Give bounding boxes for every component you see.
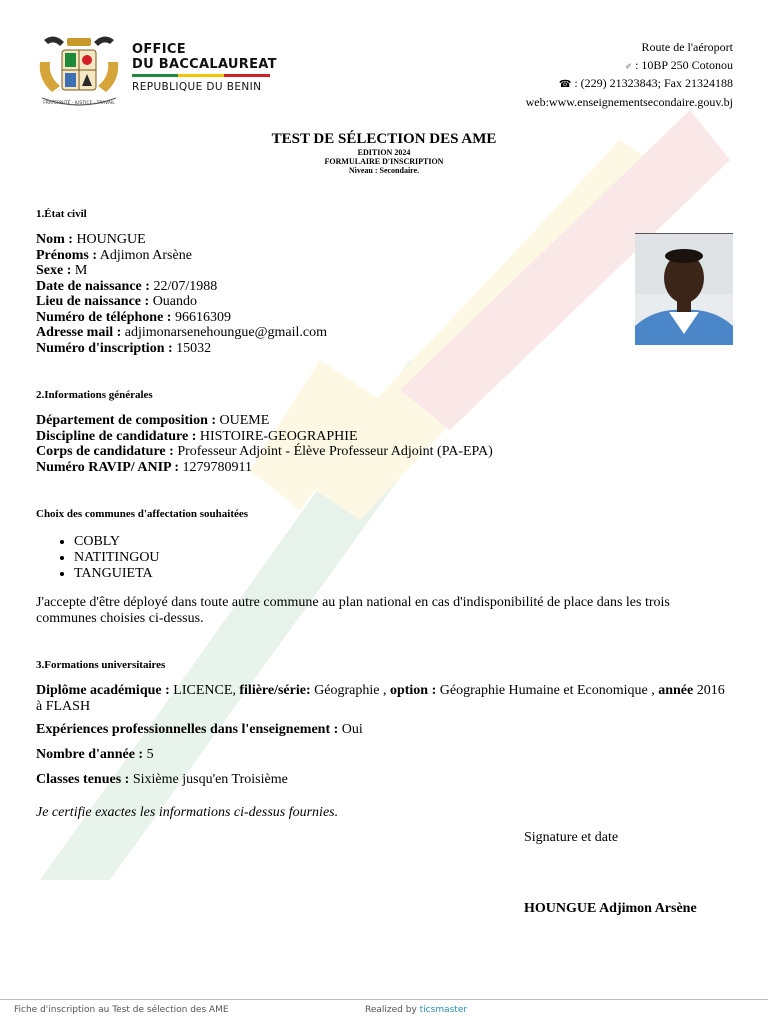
- field-diplome: Diplôme académique : LICENCE, filière/série: Géographie , option : Géographie Humaine et Economique , année 2016 à FLASH: [36, 683, 725, 714]
- field-ravip: Numéro RAVIP/ ANIP : 1279780911: [36, 459, 252, 475]
- certification-statement: Je certifie exactes les informations ci-dessus fournies.: [36, 805, 339, 820]
- mail-icon: ✐: [625, 61, 633, 71]
- signatory-name: HOUNGUE Adjimon Arsène: [524, 901, 697, 916]
- candidate-photo: [635, 233, 733, 345]
- field-telephone: Numéro de téléphone : 96616309: [36, 309, 231, 325]
- field-nom: Nom : HOUNGUE: [36, 232, 146, 247]
- website: web:www.enseignementsecondaire.gouv.bj: [525, 94, 733, 109]
- field-departement: Département de composition : OUEME: [36, 413, 270, 428]
- field-classes: Classes tenues : Sixième jusqu'en Troisième: [36, 772, 288, 787]
- phone-icon: ☎: [558, 79, 572, 90]
- signature-label: Signature et date: [524, 830, 619, 845]
- etat-civil-fields: [36, 232, 327, 356]
- field-nombre-annee: Nombre d'année : 5: [36, 747, 154, 762]
- field-lieu-naissance: Lieu de naissance : Ouando: [36, 294, 198, 309]
- coat-of-arms-emblem: [34, 32, 124, 108]
- contact-info: [526, 39, 733, 111]
- list-item: • TANGUIETA: [74, 566, 160, 582]
- edition: EDITION 2024: [357, 148, 411, 157]
- field-inscription: Numéro d'inscription : 15032: [36, 340, 212, 356]
- field-discipline: Discipline de candidature : HISTOIRE-GEOGRAPHIE: [36, 428, 358, 444]
- field-experience: Expériences professionnelles dans l'enseignement : Oui: [36, 722, 363, 737]
- office-name-line1: OFFICE: [132, 42, 186, 57]
- field-email: Adresse mail : adjimonarsenehoungue@gmail.com: [36, 325, 328, 340]
- footer-credit: Realized by ticsmaster: [365, 1005, 468, 1015]
- phone-fax: ☎ : (229) 21323843; Fax 21324188: [558, 76, 733, 90]
- list-item: • NATITINGOU: [74, 550, 160, 566]
- section-heading-communes: Choix des communes d'affectation souhaitées: [36, 508, 249, 520]
- office-name-line2: DU BACCALAUREAT: [132, 57, 277, 72]
- svg-text:FRATERNITÉ · JUSTICE · TRAVAIL: FRATERNITÉ · JUSTICE · TRAVAIL: [43, 101, 115, 106]
- po-box: ✐ : 10BP 250 Cotonou: [625, 57, 733, 72]
- field-corps: Corps de candidature : Professeur Adjoint - Élève Professeur Adjoint (PA-EPA): [36, 444, 493, 459]
- document-title: TEST DE SÉLECTION DES AME: [271, 131, 497, 147]
- deployment-statement: J'accepte d'être déployé dans toute autre commune au plan national en cas d'indisponibilité de place dans les trois communes choisies ci-dessus.: [36, 595, 670, 626]
- field-sexe: Sexe : M: [36, 263, 88, 278]
- section-heading-formations: 3.Formations universitaires: [36, 659, 166, 671]
- address: Route de l'aéroport: [641, 40, 733, 54]
- level: Niveau : Secondaire.: [348, 166, 420, 175]
- informations-fields: [36, 413, 493, 475]
- footer-title: Fiche d'inscription au Test de sélection des AME: [14, 1005, 229, 1015]
- section-heading-etat-civil: 1.État civil: [36, 208, 87, 220]
- document-title-block: [0, 131, 768, 175]
- field-date-naissance: Date de naissance : 22/07/1988: [36, 278, 218, 294]
- flag-color-bar: [132, 74, 270, 77]
- field-prenoms: Prénoms : Adjimon Arsène: [36, 247, 192, 263]
- list-item: • COBLY: [74, 534, 160, 550]
- form-name: FORMULAIRE D'INSCRIPTION: [324, 157, 444, 166]
- section-heading-informations: 2.Informations générales: [36, 389, 153, 401]
- country-name: REPUBLIQUE DU BENIN: [132, 81, 262, 93]
- footer: [0, 999, 768, 1025]
- brand-link[interactable]: ticsmaster: [419, 1005, 468, 1015]
- communes-list: [36, 534, 160, 582]
